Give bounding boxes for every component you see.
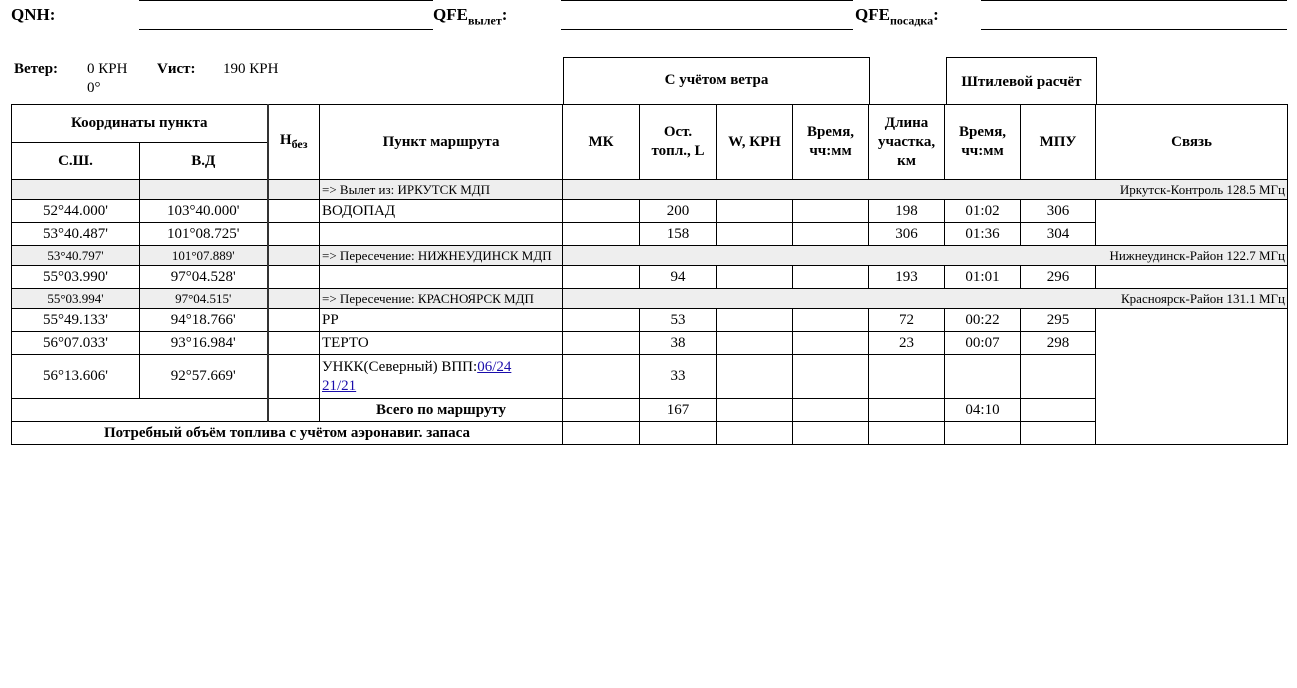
mpu-cell: 295 [1021, 309, 1096, 332]
time-cell [793, 200, 869, 223]
tas-value: 190 КРН [223, 61, 279, 77]
lat-cell: 53°40.797' [12, 246, 140, 266]
mpu-cell: 306 [1021, 200, 1096, 223]
calm-calc-header: Штилевой расчёт [946, 57, 1097, 105]
mk-cell [563, 200, 640, 223]
segment-row [12, 246, 1288, 266]
fuel-cell[interactable] [640, 422, 717, 445]
qnh-label: QNH: [11, 5, 56, 24]
waypoint-name: ВОДОПАД [320, 200, 563, 223]
wind-speed: 0 КРН [87, 61, 128, 77]
mpu-cell [1021, 422, 1096, 445]
required-fuel-label: Потребный объём топлива с учётом аэронавиг. запаса [12, 422, 563, 445]
h-cell[interactable] [268, 200, 320, 223]
mpu-cell [1021, 399, 1096, 422]
totals-blank [12, 399, 268, 422]
gs-cell [717, 223, 793, 246]
h-cell [268, 289, 320, 309]
comm-header: Связь [1096, 105, 1288, 180]
lon-cell: 103°40.000' [140, 200, 268, 223]
time-header: Время, чч:мм [793, 105, 869, 180]
calm-time-cell [945, 355, 1021, 399]
fuel-cell: 38 [640, 332, 717, 355]
time-cell [793, 355, 869, 399]
mpu-cell [1021, 355, 1096, 399]
lon-cell [140, 180, 268, 200]
comm-cell [1096, 200, 1288, 246]
qfe-departure-input-line[interactable] [561, 29, 853, 30]
comm-cell [1096, 266, 1288, 289]
gs-cell [717, 266, 793, 289]
lat-cell [12, 180, 140, 200]
lat-header: С.Ш. [12, 143, 140, 180]
lon-cell: 97°04.528' [140, 266, 268, 289]
time-cell [793, 332, 869, 355]
lon-cell: 101°07.889' [140, 246, 268, 266]
length-cell: 306 [869, 223, 945, 246]
mk-header: МК [563, 105, 640, 180]
gs-cell [717, 200, 793, 223]
mpu-cell: 296 [1021, 266, 1096, 289]
lon-cell: 94°18.766' [140, 309, 268, 332]
mk-cell [563, 309, 640, 332]
waypoint-header: Пункт маршрута [320, 105, 563, 180]
qfe-arrival-label: $QFE_{посадка}$: [855, 5, 939, 28]
length-header: Длина участка, км [869, 105, 945, 180]
length-cell: 23 [869, 332, 945, 355]
gs-cell [717, 309, 793, 332]
calm-time-cell [945, 422, 1021, 445]
gs-cell [717, 332, 793, 355]
tas-label: Vист: [157, 61, 196, 77]
h-cell [268, 180, 320, 200]
length-cell: 72 [869, 309, 945, 332]
waypoint-name: PP [320, 309, 563, 332]
waypoint-row [12, 309, 1288, 332]
lon-cell: 93°16.984' [140, 332, 268, 355]
runway-link-1[interactable]: 06/24 [477, 358, 512, 375]
mk-cell [563, 399, 640, 422]
time-cell [793, 399, 869, 422]
lon-cell: 101°08.725' [140, 223, 268, 246]
time-cell [793, 266, 869, 289]
calm-time-cell: 00:07 [945, 332, 1021, 355]
gs-cell [717, 399, 793, 422]
time-cell [793, 223, 869, 246]
length-cell [869, 422, 945, 445]
time-cell [793, 309, 869, 332]
calm-time-cell: 00:22 [945, 309, 1021, 332]
h-cell [268, 399, 320, 422]
lat-cell: 56°07.033' [12, 332, 140, 355]
fuel-cell: 33 [640, 355, 717, 399]
mpu-header: МПУ [1021, 105, 1096, 180]
h-cell[interactable] [268, 266, 320, 289]
mk-cell [563, 422, 640, 445]
segment-text: => Вылет из: ИРКУТСК МДП [320, 180, 563, 200]
waypoint-name: ТЕРТО [320, 332, 563, 355]
h-cell [268, 246, 320, 266]
top-line-1 [139, 0, 433, 1]
length-cell [869, 355, 945, 399]
segment-text: => Пересечение: НИЖНЕУДИНСК МДП [320, 246, 563, 266]
qfe-arrival-input-line[interactable] [981, 29, 1287, 30]
qfe-departure-label: $QFE_{вылет}$: [433, 5, 508, 28]
runway-link-2[interactable]: 21/21 [322, 377, 357, 394]
waypoint-row [12, 266, 1288, 289]
fuel-header: Ост. топл., L [640, 105, 717, 180]
fuel-total: 167 [640, 399, 717, 422]
waypoint-name [320, 223, 563, 246]
length-cell [869, 399, 945, 422]
wind-info [14, 60, 278, 98]
groundspeed-header: W, КРН [717, 105, 793, 180]
time-total: 04:10 [945, 399, 1021, 422]
fuel-cell: 200 [640, 200, 717, 223]
h-header: $H_{без}$ [268, 105, 320, 180]
fuel-cell: 158 [640, 223, 717, 246]
pressure-row [0, 0, 1297, 34]
waypoint-row [12, 200, 1288, 223]
length-cell: 198 [869, 200, 945, 223]
h-cell[interactable] [268, 332, 320, 355]
lon-header: В.Д [140, 143, 268, 180]
comm-cell [1096, 309, 1288, 445]
h-cell[interactable] [268, 355, 320, 399]
frequency-cell: Красноярск-Район 131.1 МГц [563, 289, 1288, 309]
mk-cell [563, 355, 640, 399]
calm-time-cell: 01:36 [945, 223, 1021, 246]
lon-cell: 97°04.515' [140, 289, 268, 309]
calm-time-cell: 01:01 [945, 266, 1021, 289]
calm-time-header: Время, чч:мм [945, 105, 1021, 180]
length-cell: 193 [869, 266, 945, 289]
h-cell[interactable] [268, 223, 320, 246]
waypoint-name [320, 266, 563, 289]
top-line-3 [981, 0, 1287, 1]
destination-name: УНКК(Северный) ВПП:06/24 21/21 [320, 355, 563, 399]
lat-cell: 56°13.606' [12, 355, 140, 399]
fuel-cell: 53 [640, 309, 717, 332]
mpu-cell: 298 [1021, 332, 1096, 355]
gs-cell [717, 422, 793, 445]
wind-direction: 0° [87, 80, 101, 96]
flight-plan-table [11, 104, 1288, 445]
h-cell[interactable] [268, 309, 320, 332]
lat-cell: 52°44.000' [12, 200, 140, 223]
wind-label: Ветер: [14, 61, 59, 77]
qnh-input-line[interactable] [139, 29, 433, 30]
totals-label: Всего по маршруту [320, 399, 563, 422]
frequency-cell: Иркутск-Контроль 128.5 МГц [563, 180, 1288, 200]
coords-header: Координаты пункта [12, 105, 268, 143]
mpu-cell: 304 [1021, 223, 1096, 246]
calm-time-cell: 01:02 [945, 200, 1021, 223]
fuel-cell: 94 [640, 266, 717, 289]
lat-cell: 55°03.990' [12, 266, 140, 289]
segment-text: => Пересечение: КРАСНОЯРСК МДП [320, 289, 563, 309]
segment-row [12, 289, 1288, 309]
mk-cell [563, 266, 640, 289]
lat-cell: 55°49.133' [12, 309, 140, 332]
frequency-cell: Нижнеудинск-Район 122.7 МГц [563, 246, 1288, 266]
top-line-2 [561, 0, 853, 1]
time-cell [793, 422, 869, 445]
gs-cell [717, 355, 793, 399]
segment-row [12, 180, 1288, 200]
lon-cell: 92°57.669' [140, 355, 268, 399]
with-wind-header: С учётом ветра [563, 57, 870, 105]
lat-cell: 53°40.487' [12, 223, 140, 246]
lat-cell: 55°03.994' [12, 289, 140, 309]
mk-cell [563, 223, 640, 246]
mk-cell [563, 332, 640, 355]
